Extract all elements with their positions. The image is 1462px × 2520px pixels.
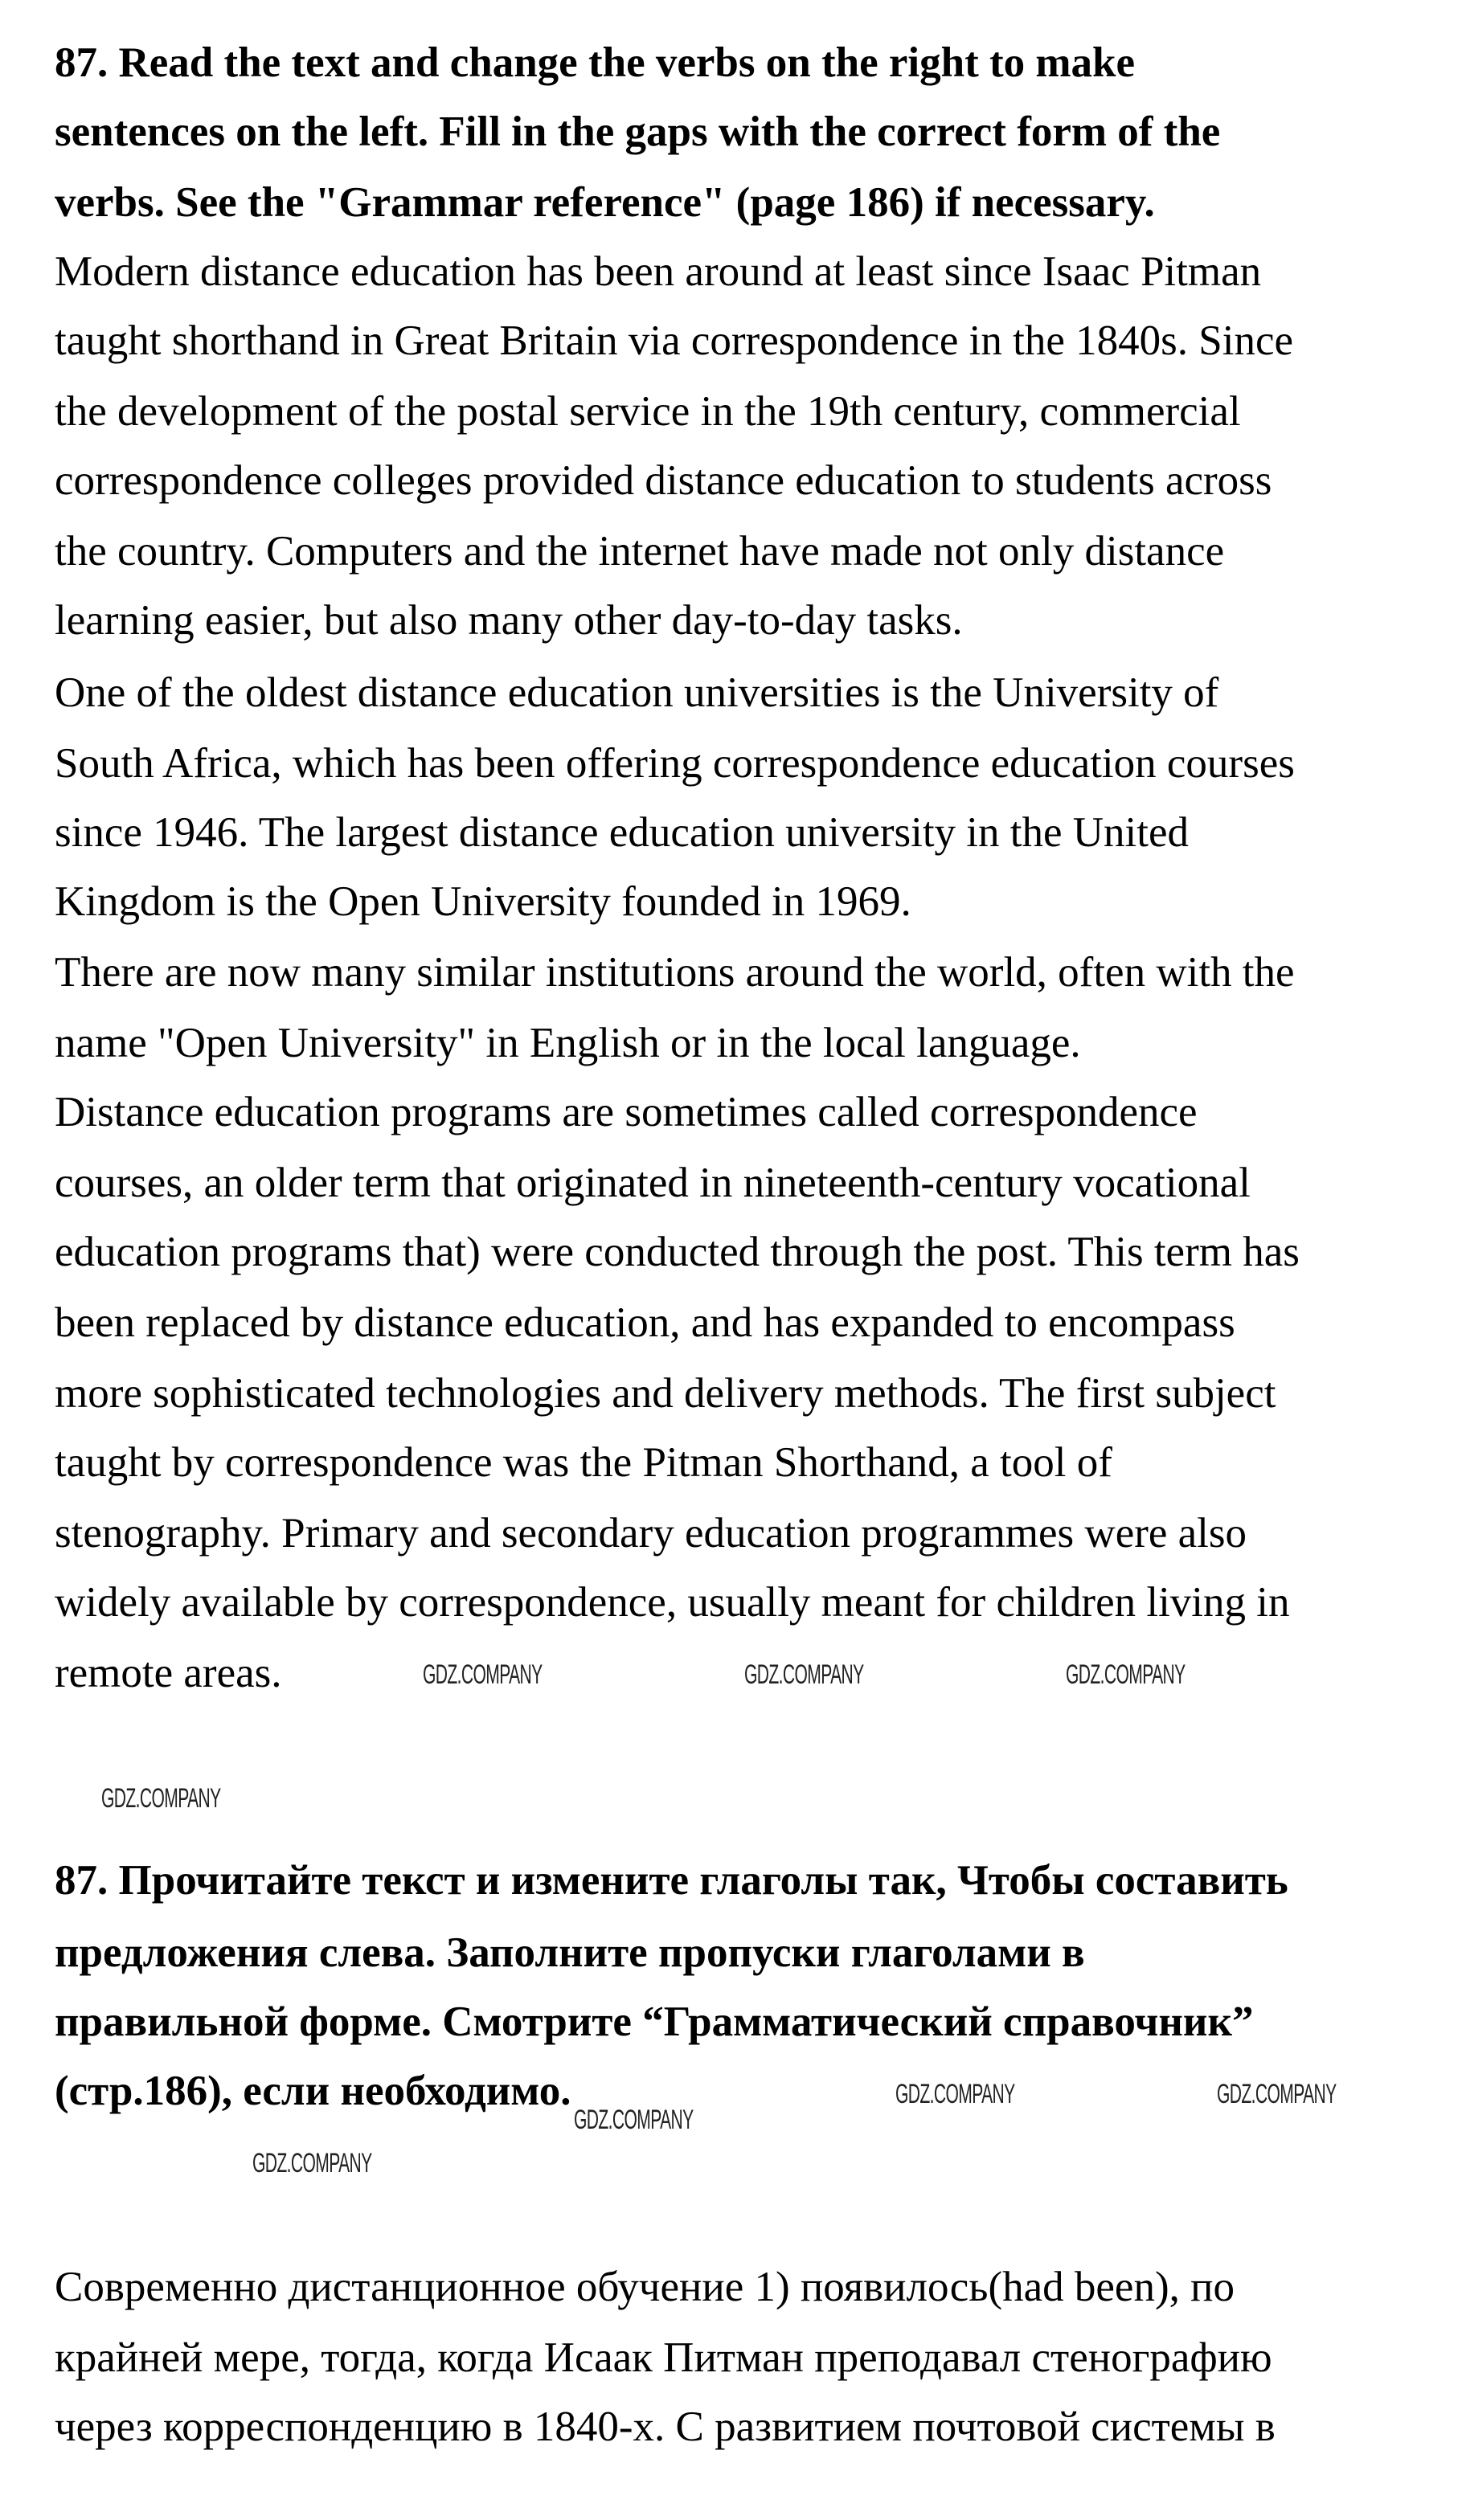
watermark: GDZ.COMPANY [252, 2148, 372, 2178]
body-text-line: the development of the postal service in the 19th century, commercial [55, 388, 1241, 435]
body-text-line: learning easier, but also many other day-to-day tasks. [55, 597, 963, 644]
watermark: GDZ.COMPANY [423, 1659, 543, 1690]
body-text-line: South Africa, which has been offering correspondence education courses [55, 740, 1295, 787]
body-text-line: taught shorthand in Great Britain via correspondence in the 1840s. Since [55, 317, 1294, 364]
translated-body-line: крайней мере, тогда, когда Исаак Питман преподавал стенографию [55, 2334, 1272, 2381]
body-text-line: Modern distance education has been around at least since Isaac Pitman [55, 248, 1262, 295]
body-text-line: Kingdom is the Open University founded in 1969. [55, 878, 911, 925]
body-text-line: been replaced by distance education, and has expanded to encompass [55, 1299, 1235, 1346]
body-text-line: name "Open University" in English or in the local language. [55, 1020, 1081, 1066]
body-text-line: widely available by correspondence, usually meant for children living in [55, 1579, 1290, 1626]
watermark: GDZ.COMPANY [574, 2105, 694, 2135]
watermark: GDZ.COMPANY [101, 1783, 221, 1814]
watermark: GDZ.COMPANY [744, 1659, 864, 1690]
body-text-line: correspondence colleges provided distance education to students across [55, 457, 1272, 504]
body-text-line: the country. Computers and the internet have made not only distance [55, 528, 1225, 575]
translated-body-line: Современно дистанционное обучение 1) появилось(had been), по [55, 2264, 1235, 2310]
watermark: GDZ.COMPANY [1217, 2079, 1337, 2109]
watermark: GDZ.COMPANY [1066, 1659, 1186, 1690]
exercise-heading-line: verbs. See the "Grammar reference" (page 186) if necessary. [55, 179, 1155, 226]
translated-body-line: через корреспонденцию в 1840-х. С развитием почтовой системы в [55, 2403, 1276, 2450]
body-text-line: courses, an older term that originated in nineteenth-century vocational [55, 1160, 1251, 1206]
body-text-line: One of the oldest distance education universities is the University of [55, 669, 1219, 716]
translated-heading-line: 87. Прочитайте текст и измените глаголы так, Чтобы составить [55, 1857, 1288, 1904]
body-text-line: Distance education programs are sometimes called correspondence [55, 1089, 1198, 1135]
body-text-line: remote areas. [55, 1650, 282, 1696]
exercise-heading-line: sentences on the left. Fill in the gaps with the correct form of the [55, 108, 1221, 155]
translated-heading-line: (стр.186), если необходимо. [55, 2068, 571, 2114]
body-text-line: There are now many similar institutions around the world, often with the [55, 949, 1295, 996]
exercise-heading-line: 87. Read the text and change the verbs on the right to make [55, 39, 1136, 86]
translated-heading-line: предложения слева. Заполните пропуски глаголами в [55, 1929, 1085, 1976]
body-text-line: since 1946. The largest distance education university in the United [55, 809, 1190, 856]
body-text-line: stenography. Primary and secondary education programmes were also [55, 1510, 1247, 1557]
watermark: GDZ.COMPANY [895, 2079, 1015, 2109]
body-text-line: education programs that) were conducted through the post. This term has [55, 1229, 1300, 1275]
body-text-line: taught by correspondence was the Pitman Shorthand, a tool of [55, 1439, 1112, 1486]
translated-heading-line: правильной форме. Смотрите “Грамматический справочник” [55, 1998, 1254, 2045]
body-text-line: more sophisticated technologies and delivery methods. The first subject [55, 1370, 1276, 1417]
